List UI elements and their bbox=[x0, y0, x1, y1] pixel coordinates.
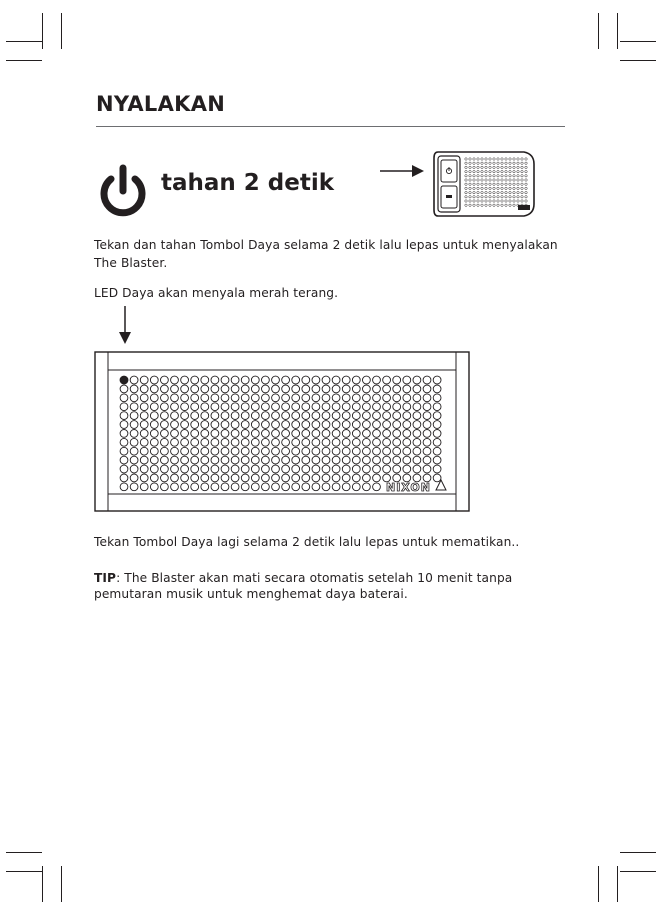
hold-duration-label: tahan 2 detik bbox=[161, 170, 335, 196]
speaker-front-illustration bbox=[94, 351, 470, 512]
crop-mark bbox=[598, 13, 599, 49]
crop-mark bbox=[6, 41, 42, 42]
crop-mark bbox=[598, 866, 599, 902]
power-led bbox=[120, 376, 129, 385]
section-heading: NYALAKAN bbox=[96, 92, 226, 116]
heading-divider bbox=[96, 126, 565, 127]
crop-mark bbox=[620, 41, 656, 42]
crop-mark bbox=[620, 852, 656, 853]
tip-text: : The Blaster akan mati secara otomatis setelah 10 menit tanpa pemutaran musik untuk menghemat daya baterai. bbox=[94, 571, 513, 601]
arrow-right-icon bbox=[380, 164, 424, 178]
crop-mark bbox=[42, 13, 43, 49]
crop-mark bbox=[6, 852, 42, 853]
tip-label: TIP bbox=[94, 571, 117, 585]
arrow-down-icon bbox=[118, 306, 132, 344]
crop-mark bbox=[61, 13, 62, 49]
power-on-instruction: Tekan dan tahan Tombol Daya selama 2 detik lalu lepas untuk menyalakan The Blaster. bbox=[94, 238, 558, 270]
tip-note bbox=[94, 570, 564, 602]
speaker-side-illustration bbox=[432, 150, 536, 218]
brand-logo: NIXON bbox=[386, 481, 431, 494]
crop-mark bbox=[6, 871, 42, 872]
crop-mark bbox=[617, 866, 618, 902]
power-icon bbox=[96, 160, 150, 218]
crop-mark bbox=[620, 60, 656, 61]
led-info: LED Daya akan menyala merah terang. bbox=[94, 286, 339, 300]
crop-mark bbox=[6, 60, 42, 61]
crop-mark bbox=[617, 13, 618, 49]
crop-mark bbox=[620, 871, 656, 872]
crop-mark bbox=[61, 866, 62, 902]
power-off-instruction: Tekan Tombol Daya lagi selama 2 detik lalu lepas untuk mematikan.. bbox=[94, 535, 520, 549]
crop-mark bbox=[42, 866, 43, 902]
